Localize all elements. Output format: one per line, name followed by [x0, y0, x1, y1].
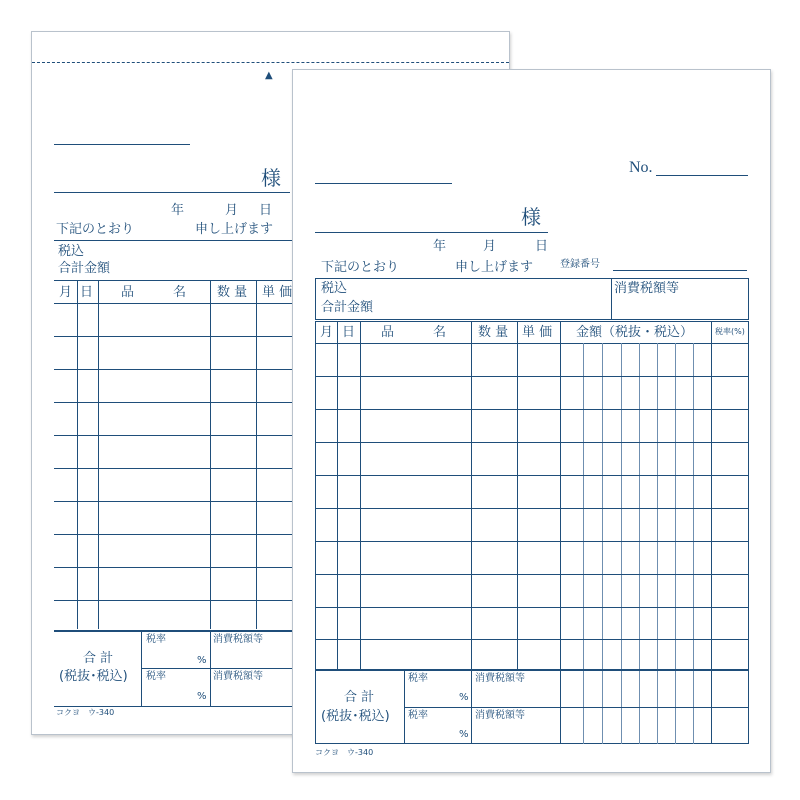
month-label: 月 [483, 239, 497, 254]
rule [54, 369, 294, 370]
rule [611, 278, 612, 320]
rule [675, 343, 676, 744]
col-amount: 金額（税抜・税込） [576, 325, 694, 340]
rule [54, 468, 294, 469]
consumption-tax-label: 消費税額等 [475, 710, 525, 721]
rule [602, 343, 603, 744]
rule [210, 280, 211, 629]
rule [54, 567, 294, 568]
tax-rate-label: 税率 [408, 710, 428, 721]
tax-incl-box [315, 278, 749, 320]
rule [54, 501, 294, 502]
col-item: 品 名 [381, 325, 447, 340]
rule [315, 541, 749, 542]
rule [621, 343, 622, 744]
rule [583, 343, 584, 744]
rule [315, 442, 749, 443]
request-text: 申し上げます [455, 260, 534, 275]
percent-label: % [459, 692, 469, 703]
total-amount-label: 合計金額 [321, 300, 374, 315]
rule [77, 280, 78, 629]
month-label: 月 [225, 203, 239, 218]
maker-code: コクヨ ウ-340 [56, 708, 115, 717]
col-day: 日 [80, 285, 94, 300]
tax-incl-label: 税込 [321, 281, 348, 296]
consumption-tax-label: 消費税額等 [213, 634, 263, 645]
perforation-line [32, 62, 509, 63]
rule [54, 336, 294, 337]
rule [711, 321, 712, 744]
tax-rate-label: 税率 [146, 634, 166, 645]
honorific: 様 [521, 205, 541, 229]
rule [315, 508, 749, 509]
col-tax-rate: 税率(%) [715, 327, 745, 336]
rule [54, 240, 294, 241]
honorific: 様 [261, 166, 281, 190]
front-sheet [292, 69, 771, 773]
rule [54, 303, 294, 304]
percent-label: % [197, 691, 207, 702]
rule [315, 475, 749, 476]
day-label: 日 [535, 239, 549, 254]
rule [54, 706, 294, 707]
consumption-tax-label: 消費税額等 [213, 671, 263, 682]
maker-code: コクヨ ウ-340 [315, 748, 374, 757]
rule [517, 321, 518, 669]
percent-label: % [197, 655, 207, 666]
recipient-line [54, 144, 190, 145]
total-amount-label: 合計金額 [58, 261, 111, 276]
rule [98, 280, 99, 629]
col-item: 品 名 [121, 285, 187, 300]
rule [693, 343, 694, 744]
request-text: 申し上げます [195, 222, 274, 237]
number-label: No. [629, 159, 653, 176]
rule [315, 343, 749, 344]
rule [256, 280, 257, 629]
percent-label: % [459, 729, 469, 740]
total-sub-label: (税抜･税込) [59, 669, 128, 684]
col-qty: 数 量 [478, 325, 509, 340]
year-label: 年 [433, 239, 447, 254]
day-label: 日 [259, 203, 273, 218]
tear-arrow-icon: ▲ [265, 70, 273, 81]
recipient-underline [54, 192, 290, 193]
col-month: 月 [320, 325, 334, 340]
recipient-line [315, 183, 452, 184]
tax-rate-label: 税率 [408, 673, 428, 684]
rule [337, 321, 338, 669]
col-qty: 数 量 [217, 285, 248, 300]
tax-incl-label: 税込 [58, 244, 85, 259]
rule [315, 639, 749, 640]
rule [54, 402, 294, 403]
rule [315, 607, 749, 608]
rule [657, 343, 658, 744]
items-table [315, 321, 749, 744]
col-day: 日 [342, 325, 356, 340]
year-label: 年 [171, 203, 185, 218]
number-line [656, 175, 748, 176]
total-label: 合 計 [83, 651, 114, 666]
rule [141, 668, 294, 669]
rule [315, 409, 749, 410]
rule [54, 435, 294, 436]
rule [471, 321, 472, 744]
rule [315, 574, 749, 575]
consumption-tax-label: 消費税額等 [614, 281, 680, 296]
rule [360, 321, 361, 669]
col-month: 月 [59, 285, 73, 300]
consumption-tax-label: 消費税額等 [475, 673, 525, 684]
rule [560, 321, 561, 744]
rule [315, 669, 749, 671]
rule [639, 343, 640, 744]
total-label: 合 計 [344, 690, 375, 705]
as-follows-text: 下記のとおり [56, 222, 135, 237]
rule [54, 630, 294, 632]
col-unit-price: 単 価 [262, 285, 293, 300]
rule [404, 707, 749, 708]
total-sub-label: (税抜･税込) [321, 709, 390, 724]
col-unit-price: 単 価 [522, 325, 553, 340]
registration-line [613, 270, 747, 271]
rule [54, 600, 294, 601]
as-follows-text: 下記のとおり [321, 260, 400, 275]
registration-label: 登録番号 [560, 259, 600, 270]
rule [54, 534, 294, 535]
tax-rate-label: 税率 [146, 671, 166, 682]
recipient-underline [315, 232, 548, 233]
rule [315, 376, 749, 377]
rule [54, 280, 294, 281]
